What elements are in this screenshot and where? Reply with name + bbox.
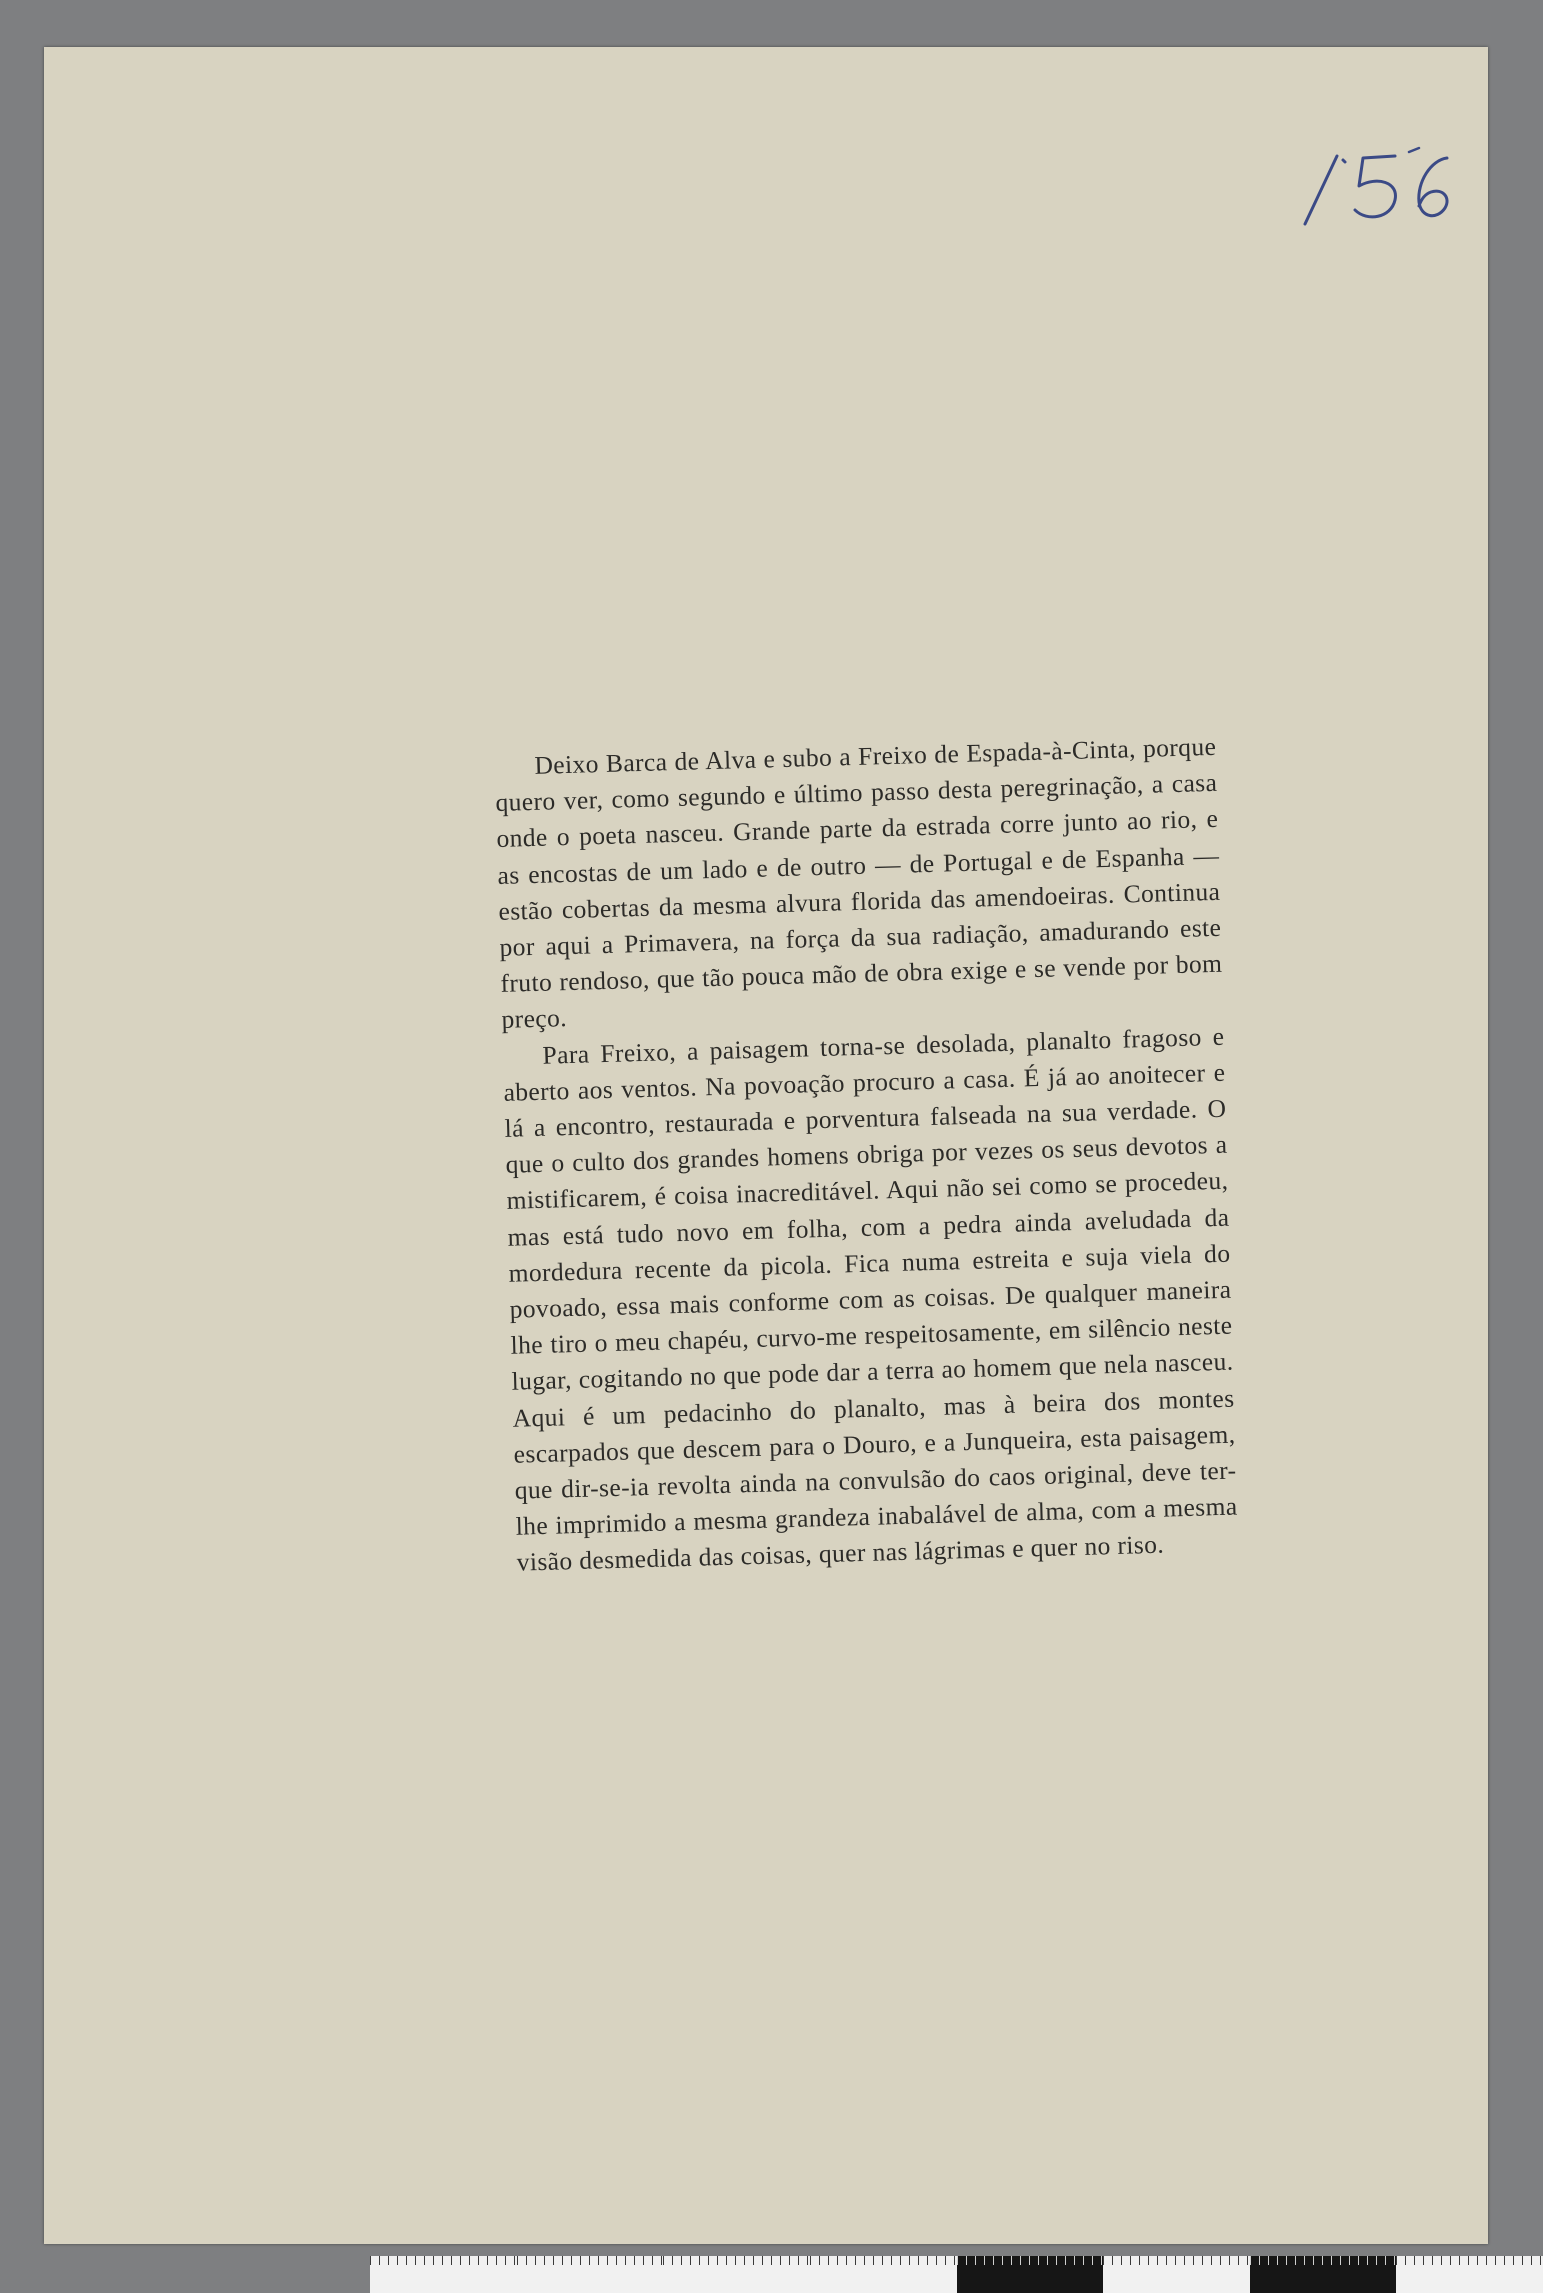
document-page	[44, 47, 1488, 2244]
scale-bar-segment	[1396, 2256, 1543, 2293]
paragraph-2: Para Freixo, a paisagem torna-se desolada, planalto fragoso e aberto aos ventos. Na povoação procuro a casa. É já ao anoitecer e lá a encontro, restaurada e porventura falseada na sua verdade. O que o culto dos grandes homens obriga por vezes os seus devotos a mistificarem, é coisa inacreditável. Aqui não sei como se procedeu, mas está tudo novo em folha, com a pedra ainda aveludada da mordedura recente da picola. Fica numa estreita e suja viela do povoado, essa mais conforme com as coisas. De qualquer maneira lhe tiro o meu chapéu, curvo-me respeitosamente, em silêncio neste lugar, cogitando no que pode dar a terra ao homem que nela nasceu. Aqui é um pedacinho do planalto, mas à beira dos montes escarpados que descem para o Douro, e a Junqueira, esta paisagem, que dir-se-ia revolta ainda na convulsão do caos original, deve ter-lhe imprimido a mesma grandeza inabalável de alma, com a mesma visão desmedida das coisas, quer nas lágrimas e quer no riso.	[503, 1021, 1238, 1578]
scale-bar-segment	[663, 2256, 810, 2293]
scale-bar-segment	[810, 2256, 957, 2293]
scale-bar-segment	[517, 2256, 664, 2293]
scale-bar-segment	[1103, 2256, 1250, 2293]
handwritten-folio-number	[1259, 142, 1489, 252]
paragraph-1: Deixo Barca de Alva e subo a Freixo de Espada-à-Cinta, porque quero ver, como segundo e último passo desta peregrinação, a casa onde o poeta nasceu. Grande parte da estrada corre junto ao rio, e as encostas de um lado e de outro — de Portugal e de Espanha — estão cobertas da mesma alvura florida das amendoeiras. Continua por aqui a Primavera, na força da sua radiação, amadurando este fruto rendoso, que tão pouca mão de obra exige e se vende por bom preço.	[495, 731, 1223, 1035]
scale-bar-segment	[957, 2256, 1104, 2293]
color-scale-bar	[370, 2256, 1543, 2293]
body-text	[494, 729, 1239, 1582]
folio-number-handwriting	[1259, 142, 1489, 252]
scale-bar-segment	[370, 2256, 517, 2293]
scale-bar-segment	[1250, 2256, 1397, 2293]
